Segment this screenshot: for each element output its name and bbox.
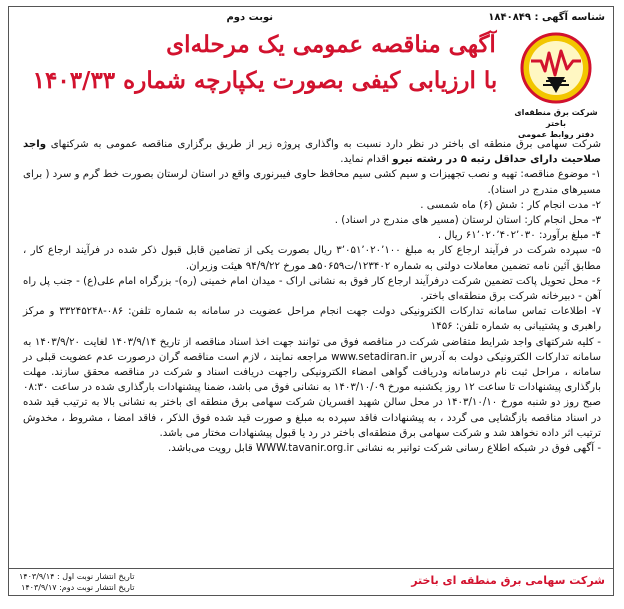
- ad-frame: [8, 6, 614, 596]
- ad-title-line2: با ارزیابی کیفی بصورت یکپارچه شماره ۱۴۰۳/۳۳: [32, 67, 498, 94]
- intro-text-1: شرکت سهامی برق منطقه ای باختر در نظر دارد نسبت به واگذاری پروژه زیر از طریق برگزاری مناقصه عمومی به شرکتهای: [46, 139, 601, 150]
- logo-department: دفتر روابط عمومی: [518, 130, 594, 139]
- item-duration: ۲- مدت انجام کار : شش (۶) ماه شمسی .: [420, 199, 601, 211]
- ad-body: [23, 137, 601, 456]
- item-instructions: - کلیه شرکتهای واجد شرایط متقاضی شرکت در مناقصه فوق می توانند جهت اخذ اسناد مناقصه از تاریخ ۱۴۰۳/۹/۱۴ لغایت ۱۴۰۳/۹/۲۰ به سامانه تدارکات الکترونیکی دولت به آدرس www.setadiran.ir مراجعه نمایند ، لازم است مناقصه گران درصورت عدم عضویت قبلی در سامانه ، مراحل ثبت نام درسامانه ودریافت گواهی امضاء الکترونیکی راجهت دریافت اسناد و شرکت در مناقصه محقق سازند. مهلت بارگذاری پیشنهادات تا ساعت ۱۲ روز یکشنبه مورخ ۱۴۰۳/۱۰/۰۹ به نشانی فوق می باشد، ضمنا پیشنهادات بارگذاری شده در ساعت ۰۸:۳۰ صبح روز دو شنبه مورخ ۱۴۰۳/۱۰/۱۰ در محل سالن شهید افسریان شرکت سهامی برق منطقه ای باختر به نشانی بالا به ترتیب قید شده در اسناد مناقصه بازگشایی می گردد ، به پیشنهادات فاقد سپرده به مبلغ و صورت قید شده فوق الذکر ، فاقد امضا ، مشروط ، مخدوش ترتیب اثر داده نخواهد شد و شرکت سهامی برق منطقه‌ای باختر در رد یا قبول پیشنهادات مختار می باشد.: [23, 336, 601, 439]
- publication-dates: [19, 571, 134, 593]
- ad-footer: [9, 568, 613, 595]
- date-second: تاریخ انتشار نوبت دوم: ۱۴۰۳/۹/۱۷: [21, 583, 135, 592]
- item-deposit: ۵- سپرده شرکت در فرآیند ارجاع کار به مبلغ ۳٬۰۵۱٬۰۲۰٬۱۰۰ ریال بصورت یکی از تضامین قابل قبول ذکر شده در فرآیند ارجاع کار ، مطابق آئین نامه تضمین معاملات دولتی به شماره ۱۲۳۴۰۲/ت۵۰۶۵۹هـ مورخ ۹۴/۹/۲۲ هیئت وزیران.: [23, 245, 602, 272]
- lightning-logo-icon: [519, 31, 593, 105]
- item-tavanir: - آگهی فوق در شبکه اطلاع رسانی شرکت توانیر به نشانی WWW.tavanir.org.ir قابل رویت می‌باشد.: [168, 443, 601, 455]
- publication-turn: نوبت دوم: [226, 12, 273, 23]
- top-line: [9, 7, 613, 27]
- date-first: تاریخ انتشار نوبت اول : ۱۴۰۳/۹/۱۴: [19, 572, 135, 581]
- footer-company: شرکت سهامی برق منطقه ای باختر: [411, 574, 605, 587]
- item-estimate: ۴- مبلغ برآورد: ۶۱٬۰۲۰٬۴۰۲٬۰۳۰ ریال .: [437, 230, 601, 242]
- logo-company-name: شرکت برق منطقه‌ای باختر: [514, 108, 598, 128]
- item-contact: ۷- اطلاعات تماس سامانه تدارکات الکترونیکی دولت جهت انجام مراحل عضویت در سامانه به شماره تلفن: ۰۸۶-۳۳۲۴۵۲۴۸ و مرکز راهبری و پشتیبانی به شماره تلفن: ۱۴۵۶: [23, 306, 601, 333]
- ad-id: شناسه آگهی : ۱۸۴۰۸۴۹: [488, 12, 605, 23]
- intro-paragraph: [23, 137, 601, 167]
- item-delivery: ۶- محل تحویل پاکت تضمین شرکت درفرآیند ارجاع کار فوق به نشانی اراک - میدان امام خمینی (ره)- بزرگراه امام علی(ع) - جنب پل راه آهن - دبیرخانه شرکت برق منطقه‌ای باختر.: [23, 275, 601, 303]
- intro-bold: واجد صلاحیت دارای حداقل رتبه ۵ در رشته نیرو: [23, 139, 601, 166]
- item-location: ۳- محل انجام کار: استان لرستان (مسیر های مندرج در اسناد) .: [334, 215, 601, 227]
- item-subject: ۱- موضوع مناقصه: تهیه و نصب تجهیزات و سیم کشی سیم محافظ حاوی فیبرنوری واقع در استان لرستان بصورت خط گرم و سرد ( برای مسیرهای مندرج در اسناد).: [23, 169, 601, 196]
- ad-title-line1: آگهی مناقصه عمومی یک مرحله‌ای: [166, 31, 496, 58]
- intro-text-2: اقدام نماید.: [340, 154, 393, 166]
- company-logo: [507, 31, 605, 139]
